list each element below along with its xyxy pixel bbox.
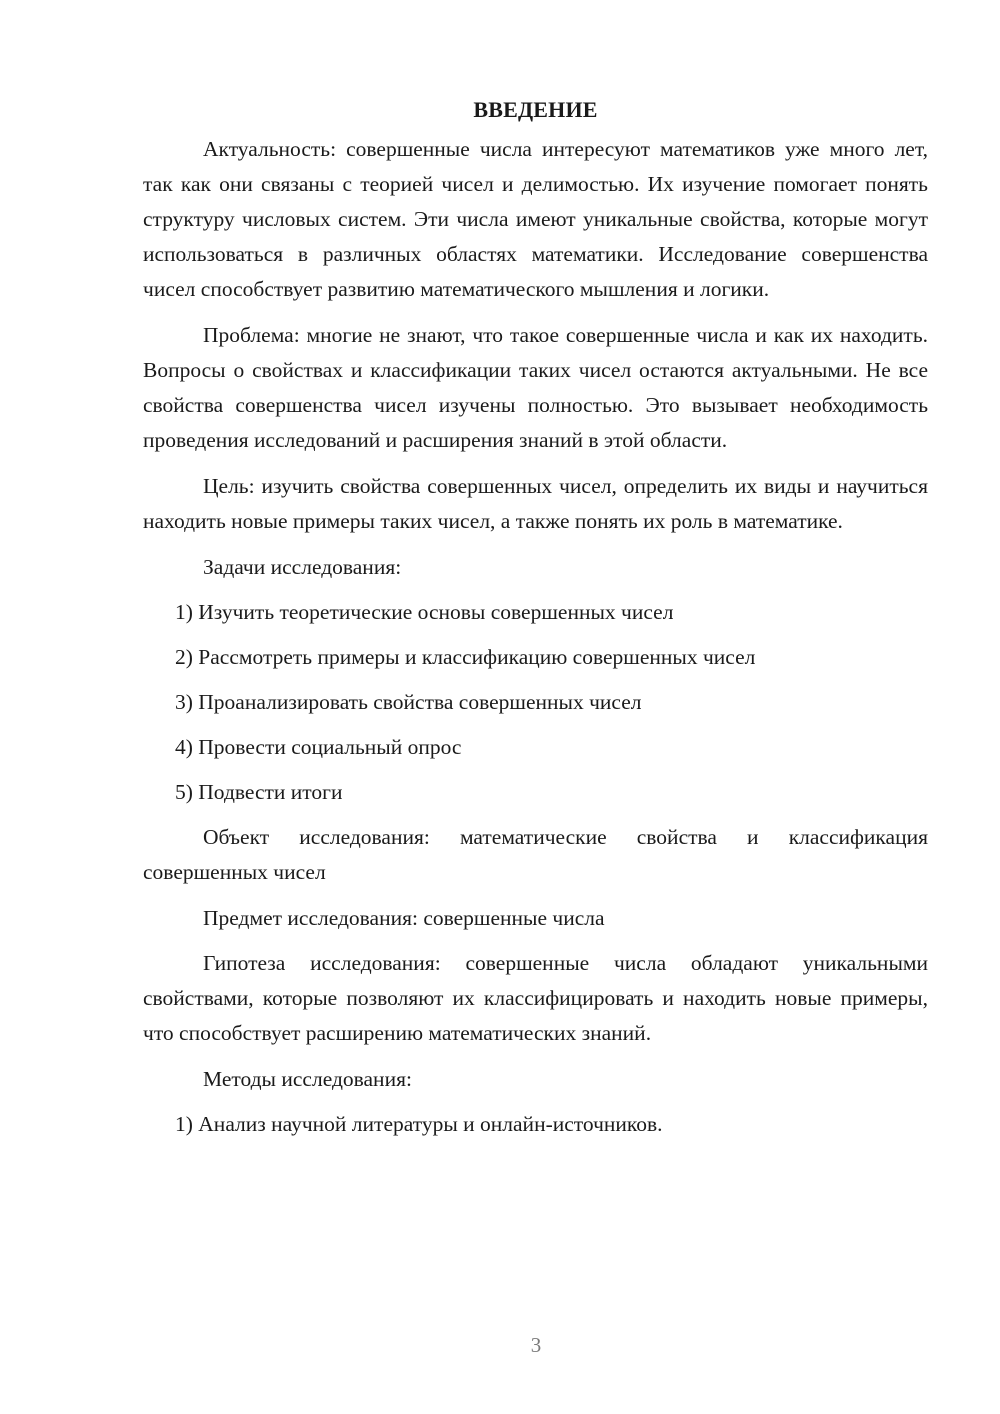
subject-paragraph: Предмет исследования: совершенные числа — [203, 906, 605, 930]
object-paragraph: Объект исследования: математические свойства и классификация совершенных чисел — [143, 825, 928, 884]
relevance-paragraph: Актуальность: совершенные числа интересуют математиков уже много лет, так как они связаны с теорией чисел и делимостью. Их изучение помогает понять структуру числовых систем. Эти числа имеют уникальные свойства, которые могут использоваться в различных областях математики. Исследование совершенства чисел способствует развитию математического мышления и логики. — [143, 137, 928, 301]
page-number: 3 — [530, 1333, 542, 1357]
list-item: 4) Провести социальный опрос — [175, 735, 462, 759]
list-item: 1) Изучить теоретические основы совершенных чисел — [175, 600, 674, 624]
list-item: 3) Проанализировать свойства совершенных чисел — [175, 690, 642, 714]
methods-heading: Методы исследования: — [203, 1067, 412, 1091]
section-title: ВВЕДЕНИЕ — [473, 97, 598, 122]
methods-list — [143, 1107, 928, 1142]
list-item: 2) Рассмотреть примеры и классификацию совершенных чисел — [175, 645, 756, 669]
tasks-heading: Задачи исследования: — [203, 555, 402, 579]
problem-paragraph: Проблема: многие не знают, что такое совершенные числа и как их находить. Вопросы о свойствах и классификации таких чисел остаются актуальными. Не все свойства совершенства чисел изучены полностью. Это вызывает необходимость проведения исследований и расширения знаний в этой области. — [143, 323, 928, 452]
tasks-list — [143, 595, 928, 810]
list-item: 1) Анализ научной литературы и онлайн-источников. — [175, 1112, 663, 1136]
list-item: 5) Подвести итоги — [175, 780, 343, 804]
hypothesis-paragraph: Гипотеза исследования: совершенные числа обладают уникальными свойствами, которые позволяют их классифицировать и находить новые примеры, что способствует расширению математических знаний. — [143, 951, 928, 1045]
goal-paragraph: Цель: изучить свойства совершенных чисел, определить их виды и научиться находить новые примеры таких чисел, а также понять их роль в математике. — [143, 474, 928, 533]
document-page — [143, 92, 928, 1152]
